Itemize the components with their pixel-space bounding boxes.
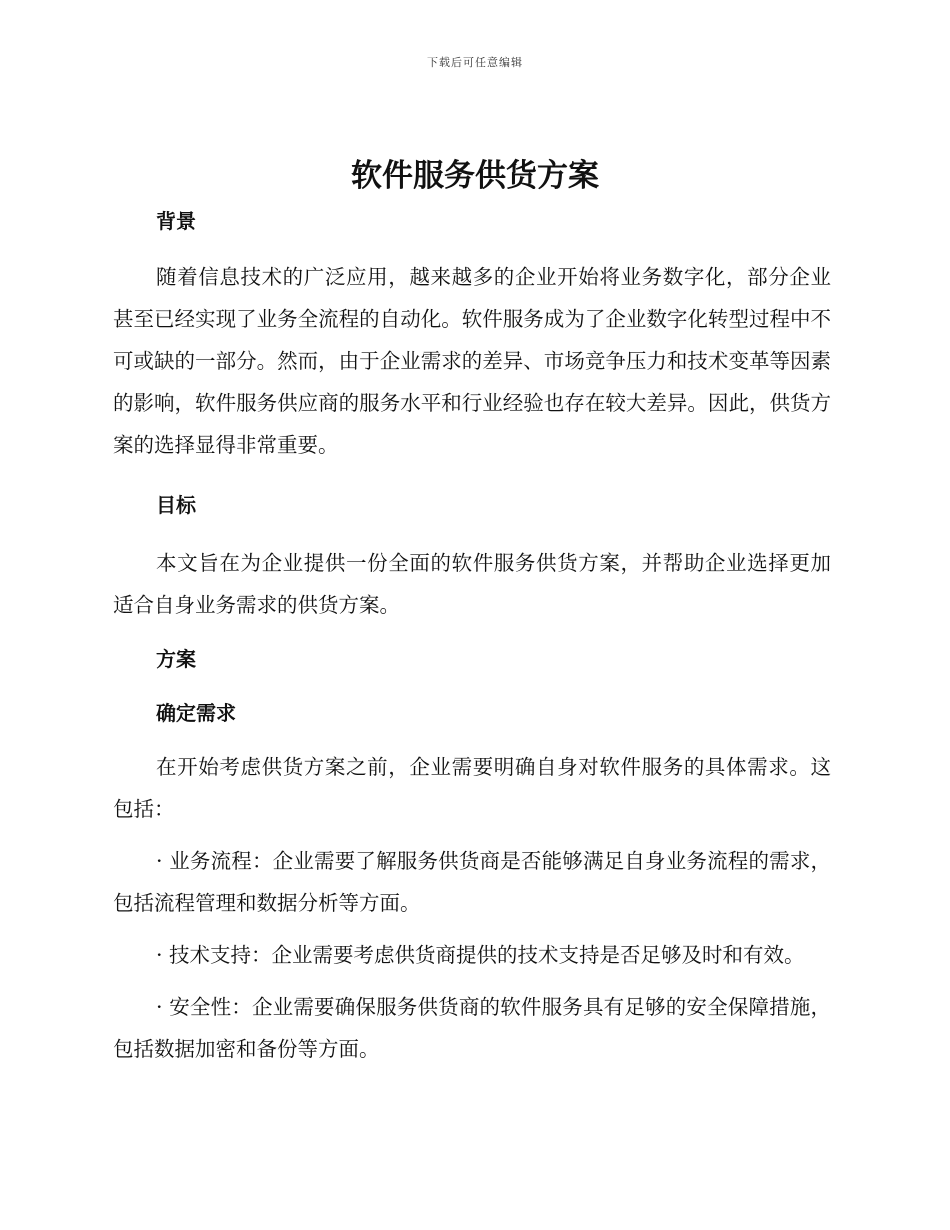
bullet-item-tech-support: · 技术支持：企业需要考虑供货商提供的技术支持是否足够及时和有效。 xyxy=(156,943,805,967)
section-heading-goal: 目标 xyxy=(156,493,196,517)
paragraph-requirements-intro: 在开始考虑供货方案之前，企业需要明确自身对软件服务的具体需求。这包括： xyxy=(113,755,831,821)
bullet-item-security: · 安全性：企业需要确保服务供货商的软件服务具有足够的安全保障措施，包括数据加密和备份等方面。 xyxy=(113,995,831,1061)
subsection-heading-requirements: 确定需求 xyxy=(156,701,236,725)
paragraph-background: 随着信息技术的广泛应用，越来越多的企业开始将业务数字化，部分企业甚至已经实现了业务全流程的自动化。软件服务成为了企业数字化转型过程中不可或缺的一部分。然而，由于企业需求的差异、市场竞争压力和技术变革等因素的影响，软件服务供应商的服务水平和行业经验也存在较大差异。因此，供货方案的选择显得非常重要。 xyxy=(113,265,831,457)
section-heading-background: 背景 xyxy=(156,209,196,233)
page-header-note: 下载后可任意编辑 xyxy=(427,56,523,69)
document-body xyxy=(113,200,831,1070)
bullet-item-business-process: · 业务流程：企业需要了解服务供货商是否能够满足自身业务流程的需求，包括流程管理和数据分析等方面。 xyxy=(113,849,831,915)
paragraph-goal: 本文旨在为企业提供一份全面的软件服务供货方案，并帮助企业选择更加适合自身业务需求的供货方案。 xyxy=(113,551,831,617)
section-heading-plan: 方案 xyxy=(156,647,196,671)
document-title: 软件服务供货方案 xyxy=(351,158,599,194)
